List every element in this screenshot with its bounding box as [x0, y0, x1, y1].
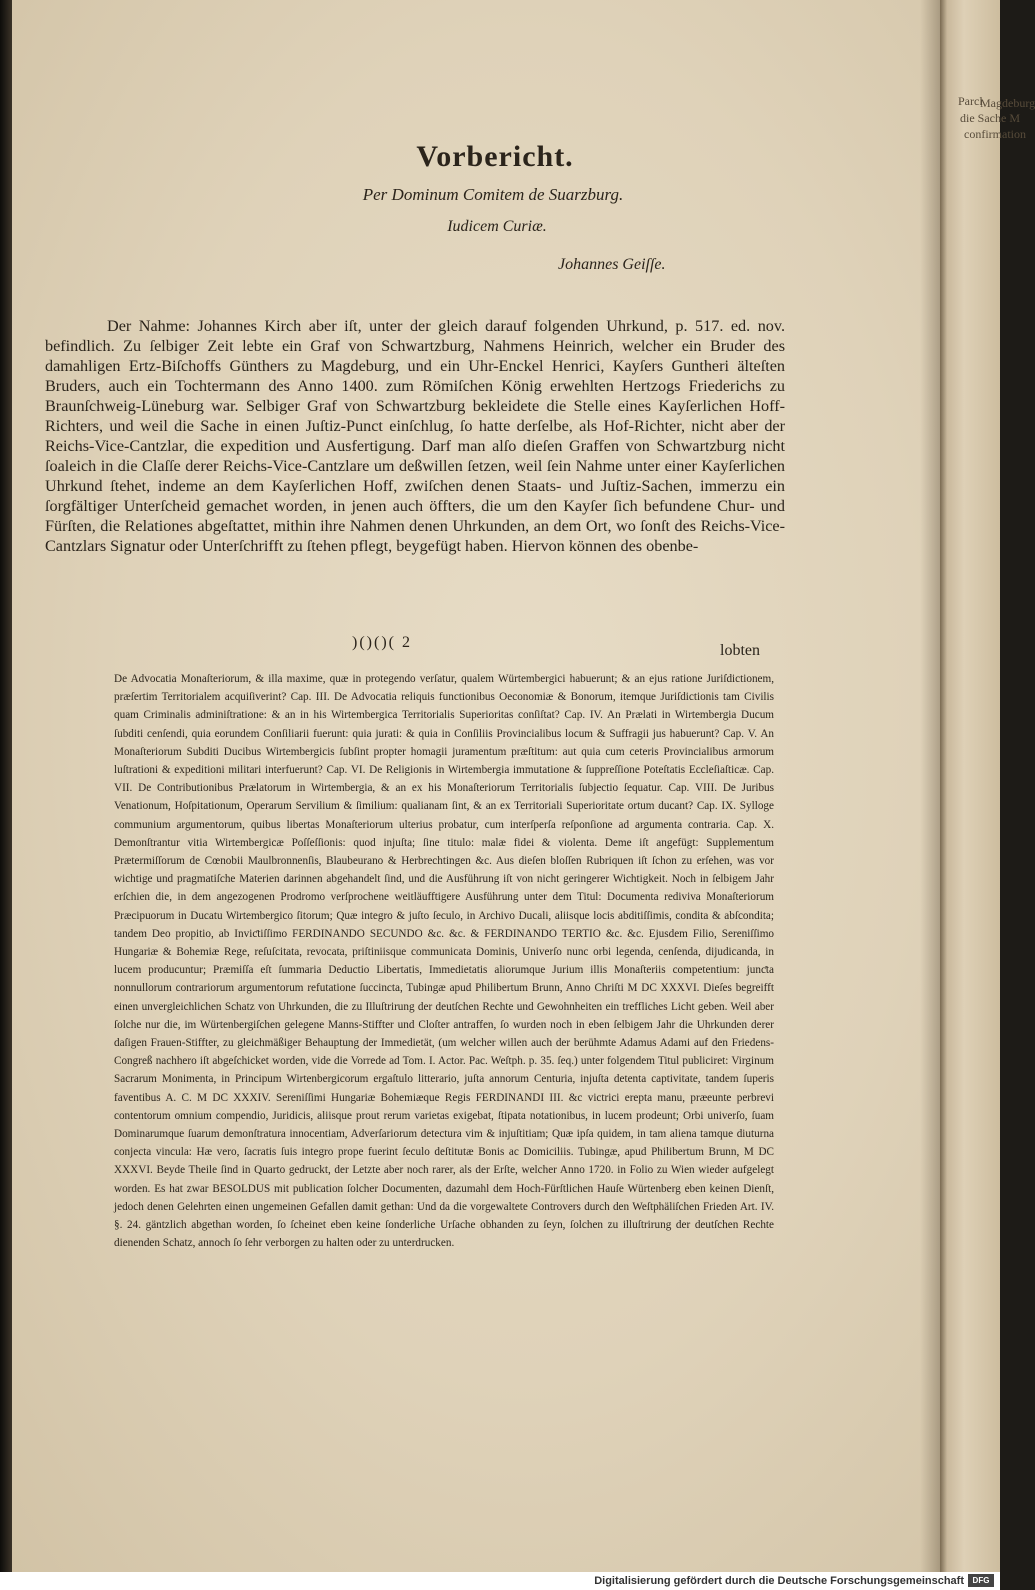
opposite-page-fragment: Magdeburg	[980, 96, 1035, 110]
office-line: Iudicem Curiæ.	[447, 218, 547, 235]
opposite-page-fragment: die Sache M	[960, 111, 1020, 125]
dfg-logo-icon: DFG	[968, 1574, 994, 1587]
body-paragraph: Der Nahme: Johannes Kirch aber iſt, unter der gleich darauf folgenden Uhrkund, p. 517. ed. nov. befindlich. Zu ſelbiger Zeit lebte ein Graf von Schwartzburg, Nahmens Heinrich, welcher ein Bruder des damahligen Ertz-Biſchoffs Günthers zu Magdeburg, und ein Uhr-Enckel Henrici, Kayſers Guntheri älteſten Bruders, auch ein Tochtermann des Anno 1400. zum Römiſchen König erwehlten Hertzogs Friederichs zu Braunſchweig-Lüneburg war. Selbiger Graf von Schwartzburg bekleidete die Stelle eines Kayſerlichen Hoff-Richters, und weil die Sache in einen Juſtiz-Punct einſchlug, ſo hatte derſelbe, als Hof-Richter, nicht aber der Reichs-Vice-Cantzlar, die expedition und Ausfertigung. Darf man alſo dieſen Graffen von Schwartzburg nicht ſoaleich in die Claſſe derer Reichs-Vice-Cantzlare um deßwillen ſetzen, weil ſein Nahme unter einer Kayſerlichen Uhrkund ſtehet, indeme an dem Kayſerlichen Hoff, zwiſchen denen Staats- und Juſtiz-Sachen, immerzu ein ſorgfältiger Unterſcheid gemachet worden, in jenen auch öffters, die um den Kayſer ſich befundene Chur- und Fürſten, die Relationes abgeſtattet, mithin ihre Nahmen denen Uhrkunden, an dem Ort, wo ſonſt des Reichs-Vice-Cantzlars Signatur oder Unterſchrifft zu ſtehen pflegt, beygefügt haben. Hiervon können des obenbe-	[45, 317, 785, 555]
footer-credit: Digitalisierung gefördert durch die Deutsche Forschungsgemeinschaft	[594, 1575, 964, 1587]
address-line: Per Dominum Comitem de Suarzburg.	[362, 185, 624, 204]
opposite-page-fragment: confirmation	[964, 127, 1026, 141]
footer-bar	[0, 1572, 1000, 1590]
scan-edge	[0, 0, 12, 1572]
book-page	[12, 0, 942, 1572]
opposite-page-fragment: Parcl	[958, 94, 983, 108]
footnote-text: De Advocatia Monaſteriorum, & illa maxime, quæ in protegendo verſatur, qualem Würtembergici habuerunt; & an ejus ratione Juriſdictionem, præſertim Territorialem acquiſiverint? Cap. III. De Advocatia reliquis functionibus Oeconomiæ & Bonorum, itemque Juriſdictionis tam Civilis quam Criminalis adminiſtratione: & an in his Wirtembergica Territorialis Superioritas conſiſtat? Cap. IV. An Prælati in Wirtembergia Ducum ſubditi cenſendi, quia eorundem Conſiliarii fuerunt: quia jurati: & quia in Conſiliis Provincialibus locum & Suffragii jus habuerunt? Cap. V. An Monaſteriorum Subditi Ducibus Wirtembergicis ſubſint propter homagii juramentum præſtitum: aut quia cum ceteris Provincialibus armorum luſtrationi & expeditioni militari interfuerunt? Cap. VI. De Religionis in Wirtembergia immutatione & ſuppreſſione Poteſtatis Eccleſiaſticæ. Cap. VII. De Contributionibus Prælatorum in Wirtembergia, & an ex his Monaſteriorum Territorialis ſubjectio ſequatur. Cap. VIII. De Juribus Venationum, Hoſpitationum, Operarum Servilium & ſimilium: qualianam ſint, & an ex Territoriali Superioritate ortum ducant? Cap. IX. Sylloge communium argumentorum, quibus libertas Monaſteriorum ulterius probatur, cum interſperſa reſponſione ad argumenta contraria. Cap. X. Demonſtrantur vitia Wirtembergicæ Poſſeſſionis: quod injuſta; ſine titulo: malæ fidei & violenta. Deme iſt angefügt: Supplementum Prætermiſſorum de Cœnobii Maulbronnenſis, Blaubeurano & Herbrechtingen &c. Aus dieſen bloſſen Rubriquen iſt ſchon zu erſehen, was vor wichtige und pragmatiſche Materien darinnen abgehandelt ſind, und die Ausführung iſt von nicht geringerer Wichtigkeit. Noch in ſelbigem Jahr erſchien die, in dem angezogenen Prodromo verſprochene weitläufftigere Ausführung unter dem Titul: Documenta rediviva Monaſteriorum Præcipuorum in Ducatu Wirtembergico ſitorum; Quæ integro & juſto ſeculo, in Archivo Ducali, aliisque locis abditiſſimis, condita & abſcondita; tandem Deo propitio, ab Inviƈtiſſimo FERDINANDO SECUNDO &c. &c. & FERDINANDO TERTIO &c. &c. Ejusdem Filio, Sereniſſimo Hungariæ & Bohemiæ Rege, reſuſcitata, revocata, priſtiniisque communicata Dominis, Univerſo nunc orbi legenda, cenſenda, dijudicanda, in lucem producuntur; Præmiſſa eſt ſummaria Deductio Libertatis, Immedietatis aliorumque Jurium illis Monaſteriis competentium: junƈta nonnullorum contrariorum argumentorum refutatione ſuccincta, Tubingæ apud Philibertum Brunn, Anno Chriſti M DC XXXVI. Dieſes begreifft einen unvergleichlichen Schatz von Uhrkunden, die zu Illuſtrirung der deutſchen Rechte und Gewohnheiten ein treffliches Licht geben. Weil aber ſolche nur die, im Würtenbergiſchen gelegene Manns-Stiffter und Cloſter antraffen, ſo wurden noch in eben ſelbigem Jahr die Uhrkunden derer daſigen Frauen-Stiffter, zu gleichmäßiger Behauptung der Immedietät, (um welcher willen auch der berühmte Adamus Adami auf den Friedens-Congreß nachhero iſt abgeſchicket worden, vide die Vorrede ad Tom. I. Actor. Pac. Weſtph. p. 35. ſeq.) unter folgendem Titul publiciret: Virginum Sacrarum Monimenta, in Principum Wirtenbergicorum ergaſtulo litterario, juſta annorum Centuria, injuſta detenta captivitate, tandem ſuperis faventibus A. C. M DC XXXIV. Sereniſſimi Hungariæ Bohemiæque Regis FERDINANDI III. &c victrici erepta manu, præeunte perbrevi contentorum omnium compendio, Juridicis, aliisque prout rerum varietas exigebat, ſtipata notationibus, in lucem prodeunt; Orbi univerſo, ſuam Dominarumque ſuarum demonſtratura innocentiam, Adverſariorum detectura vim & injuſtitiam; Quæ ipſa quidem, in tam aliena tamque diuturna conjecta vincula: Hæ vero, ſacratis ſuis integro prope fuerint ſeculo deſtitutæ Bonis ac Domiciliis. Tubingæ, apud Philibertum Brunn, M DC XXXVI. Beyde Theile ſind in Quarto gedruckt, der Letzte aber noch rarer, als der Erſte, welcher Anno 1720. in Folio zu Wien wieder aufgelegt worden. Es hat zwar BESOLDUS mit publication ſolcher Documenten, dazumahl dem Hoch-Fürſtlichen Hauſe Würtenberg eben keinen Dienſt, jedoch denen Gelehrten einen ungemeinen Gefallen damit gethan: Und da die vorgewaltete Controvers durch den Weſtphäliſchen Frieden Art. IV. §. 24. gäntzlich abgethan worden, ſo ſcheinet eben keine ſonderliche Urſache obhanden zu ſeyn, ſolchen zu illuſtrirung der deutſchen Rechte dienenden Schatz, annoch ſo ſehr verborgen zu halten oder zu unterdrucken.	[114, 673, 774, 1250]
name-line: Johannes Geiſſe.	[558, 256, 666, 273]
body-text	[45, 316, 785, 556]
signature-mark: )()()( 2	[352, 634, 412, 651]
opposite-page	[940, 0, 1035, 1572]
page-title: Vorbericht.	[416, 140, 574, 173]
catchword: lobten	[720, 642, 760, 659]
